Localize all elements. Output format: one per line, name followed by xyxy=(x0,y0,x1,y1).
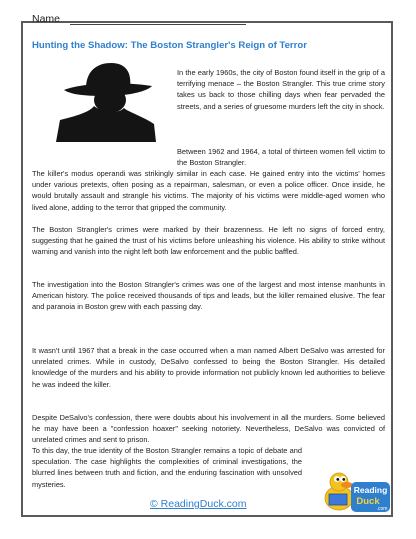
footer-link[interactable]: © ReadingDuck.com xyxy=(150,498,247,510)
paragraph-brazenness: The Boston Strangler's crimes were marked by their brazenness. He left no signs of forced entry, suggesting that he gained the trust of his victims before unleashing his violence. His ability to strike without warning and vanish into the night left both law enforcement and the public baffled. xyxy=(32,225,385,257)
paragraph-modus-operandi: The killer's modus operandi was strikingly similar in each case. He gained entry into the victims' homes under various pretexts, often posing as a repairman, salesman, or even a police officer. Once inside, he would brutally assault and strangle his victims. The majority of his victims were middle-aged women who lived alone, adding to the terror that gripped the community. xyxy=(32,169,385,212)
logo-line1: Reading xyxy=(353,485,388,495)
paragraph-investigation: The investigation into the Boston Strangler's crimes was one of the largest and most intense manhunts in American history. The police received thousands of tips and leads, but the killer remained elusive. The fear and paranoia in Boston grew with each passing day. xyxy=(32,280,385,312)
name-input-line[interactable] xyxy=(70,24,246,25)
logo-line3: .com xyxy=(376,506,388,512)
name-label: Name xyxy=(32,13,61,25)
man-in-fedora-silhouette-icon xyxy=(56,60,156,142)
article-title: Hunting the Shadow: The Boston Strangler's Reign of Terror xyxy=(32,40,307,51)
paragraph-conclusion: To this day, the true identity of the Boston Strangler remains a topic of debate and speculation. The case highlights the complexities of criminal investigations, the blurred lines between truth and fiction, and the enduring fascination with unsolved mysteries. xyxy=(32,446,302,489)
paragraph-desalvo-arrest: It wasn't until 1967 that a break in the case occurred when a man named Albert DeSalvo was arrested for unrelated crimes. While in custody, DeSalvo confessed to being the Boston Strangler. His detailed knowledge of the murders and his ability to provide information not publicly known led authorities to believe he was indeed the killer. xyxy=(32,346,385,389)
paragraph-intro: In the early 1960s, the city of Boston found itself in the grip of a terrifying menace – the Boston Strangler. This true crime story takes us back to those chilling days when fear pervaded the streets, and a series of gruesome murders left the city in shock. xyxy=(177,68,385,111)
paragraph-doubts: Despite DeSalvo's confession, there were doubts about his involvement in all the murders. Some believed he may have been a "confession hoaxer" seeking notoriety. Nevertheless, DeSalvo was convicted of unrelated crimes and sent to prison. xyxy=(32,413,385,445)
paragraph-victims-start: Between 1962 and 1964, a total of thirteen women fell victim to the Boston Strangler. xyxy=(177,147,385,168)
logo-line2: Duck xyxy=(356,496,380,507)
reading-duck-logo-icon xyxy=(321,468,391,514)
